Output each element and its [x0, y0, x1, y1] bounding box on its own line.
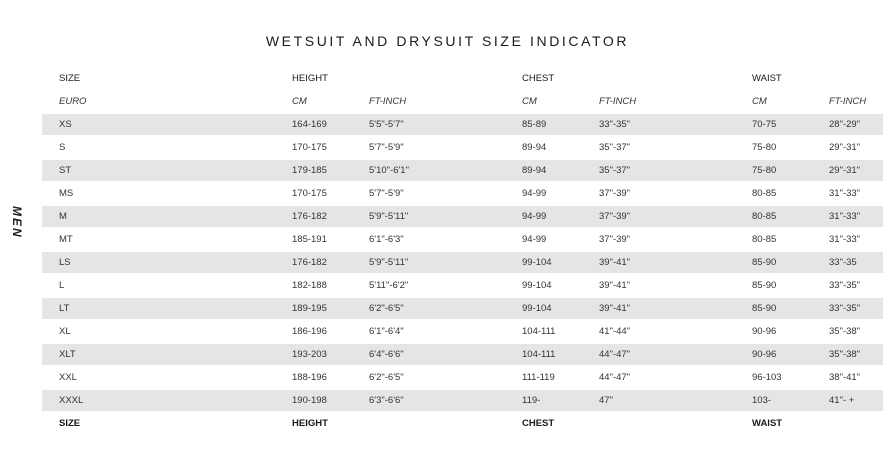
- chest-ft-cell: 39"-41": [599, 298, 752, 319]
- size-cell: S: [59, 142, 66, 153]
- height-ft-cell: 6'2"-6'5": [369, 298, 522, 319]
- footer-waist: WAIST: [752, 418, 783, 429]
- size-table: [42, 66, 883, 436]
- chest-cm-cell: 99-104: [522, 252, 599, 273]
- page-title: WETSUIT AND DRYSUIT SIZE INDICATOR: [265, 33, 630, 49]
- chest-ft-cell: 41"-44": [599, 326, 631, 337]
- chest-cm-cell: 94-99: [522, 206, 599, 227]
- waist-ft-cell: 35"-38": [829, 344, 883, 365]
- table-row: [42, 298, 883, 319]
- header-waist: WAIST: [752, 73, 782, 84]
- height-cm-cell: 188-196: [292, 372, 327, 383]
- waist-cm-cell: 80-85: [752, 234, 777, 245]
- height-ft-cell: 5'5"-5'7": [369, 114, 522, 135]
- height-cm-cell: 185-191: [292, 234, 327, 245]
- subheader-euro: EURO: [59, 96, 87, 107]
- size-cell: ST: [42, 160, 292, 181]
- chest-cm-cell: 85-89: [522, 114, 599, 135]
- height-ft-cell: 5'9"-5'11": [369, 206, 522, 227]
- height-cm-cell: 164-169: [292, 114, 369, 135]
- height-ft-cell: 5'9"-5'11": [369, 252, 522, 273]
- subheader-chest-cm: CM: [522, 96, 537, 107]
- chest-ft-cell: 37"-39": [599, 188, 631, 199]
- gender-side-label: MEN: [10, 206, 24, 239]
- waist-cm-cell: 70-75: [752, 114, 829, 135]
- chest-cm-cell: 94-99: [522, 234, 547, 245]
- height-cm-cell: 182-188: [292, 280, 327, 291]
- size-cell: M: [42, 206, 292, 227]
- waist-cm-cell: 80-85: [752, 188, 777, 199]
- height-ft-cell: 5'7"-5'9": [369, 142, 404, 153]
- size-cell: XL: [59, 326, 71, 337]
- size-cell: L: [59, 280, 65, 291]
- chest-ft-cell: 39"-41": [599, 252, 752, 273]
- height-cm-cell: 190-198: [292, 390, 369, 411]
- waist-cm-cell: 90-96: [752, 326, 777, 337]
- chest-cm-cell: 99-104: [522, 280, 552, 291]
- header-height: HEIGHT: [292, 73, 328, 84]
- waist-cm-cell: 96-103: [752, 372, 782, 383]
- chest-ft-cell: 33"-35": [599, 114, 752, 135]
- size-cell: XS: [42, 114, 292, 135]
- waist-cm-cell: 75-80: [752, 160, 829, 181]
- height-ft-cell: 5'7"-5'9": [369, 188, 404, 199]
- table-row: [42, 367, 883, 388]
- height-ft-cell: 6'4"-6'6": [369, 344, 522, 365]
- table-header-row: [42, 68, 883, 89]
- chest-ft-cell: 37"-39": [599, 206, 752, 227]
- chest-cm-cell: 89-94: [522, 160, 599, 181]
- chest-ft-cell: 39"-41": [599, 280, 631, 291]
- subheader-chest-ft: FT-INCH: [599, 96, 637, 107]
- subheader-height-ft: FT-INCH: [369, 96, 407, 107]
- header-chest: CHEST: [522, 73, 555, 84]
- height-cm-cell: 176-182: [292, 252, 369, 273]
- waist-ft-cell: 31"-33": [829, 234, 861, 245]
- chest-cm-cell: 119-: [522, 390, 599, 411]
- footer-height: HEIGHT: [292, 418, 328, 429]
- waist-cm-cell: 75-80: [752, 142, 777, 153]
- height-ft-cell: 6'3"-6'6": [369, 390, 522, 411]
- waist-ft-cell: 33"-35: [829, 252, 883, 273]
- waist-cm-cell: 85-90: [752, 298, 829, 319]
- height-cm-cell: 186-196: [292, 326, 327, 337]
- height-cm-cell: 176-182: [292, 206, 369, 227]
- table-row: [42, 229, 883, 250]
- waist-ft-cell: 41"- +: [829, 390, 883, 411]
- waist-ft-cell: 29"-31": [829, 160, 883, 181]
- height-ft-cell: 5'11"-6'2": [369, 280, 409, 291]
- size-cell: XXL: [59, 372, 77, 383]
- waist-cm-cell: 103-: [752, 390, 829, 411]
- chest-ft-cell: 44"-47": [599, 344, 752, 365]
- chest-ft-cell: 47": [599, 390, 752, 411]
- subheader-waist-ft: FT-INCH: [829, 96, 867, 107]
- size-cell: XXXL: [42, 390, 292, 411]
- chest-ft-cell: 44"-47": [599, 372, 631, 383]
- chest-ft-cell: 35"-37": [599, 160, 752, 181]
- height-ft-cell: 6'1"-6'4": [369, 326, 404, 337]
- waist-ft-cell: 38"-41": [829, 372, 861, 383]
- size-cell: LT: [42, 298, 292, 319]
- table-footer-row: [42, 413, 883, 434]
- table-row: [42, 252, 883, 273]
- waist-ft-cell: 29"-31": [829, 142, 861, 153]
- footer-size: SIZE: [59, 418, 81, 429]
- waist-ft-cell: 28"-29": [829, 114, 883, 135]
- height-cm-cell: 189-195: [292, 298, 369, 319]
- height-cm-cell: 193-203: [292, 344, 369, 365]
- height-cm-cell: 170-175: [292, 188, 327, 199]
- subheader-waist-cm: CM: [752, 96, 767, 107]
- size-cell: MT: [59, 234, 73, 245]
- table-row: [42, 114, 883, 135]
- size-cell: XLT: [42, 344, 292, 365]
- table-row: [42, 344, 883, 365]
- chest-cm-cell: 94-99: [522, 188, 547, 199]
- waist-ft-cell: 31"-33": [829, 206, 883, 227]
- waist-ft-cell: 33"-35": [829, 298, 883, 319]
- table-subheader-row: [42, 91, 883, 112]
- chest-cm-cell: 104-111: [522, 326, 556, 337]
- height-cm-cell: 179-185: [292, 160, 369, 181]
- table-row: [42, 390, 883, 411]
- waist-ft-cell: 31"-33": [829, 188, 861, 199]
- height-ft-cell: 5'10"-6'1": [369, 160, 522, 181]
- height-ft-cell: 6'1"-6'3": [369, 234, 404, 245]
- chest-ft-cell: 37"-39": [599, 234, 631, 245]
- chest-cm-cell: 99-104: [522, 298, 599, 319]
- table-row: [42, 206, 883, 227]
- chest-cm-cell: 111-119: [522, 372, 555, 383]
- waist-ft-cell: 35"-38": [829, 326, 861, 337]
- header-size: SIZE: [59, 73, 81, 84]
- waist-ft-cell: 33"-35": [829, 280, 861, 291]
- height-cm-cell: 170-175: [292, 142, 327, 153]
- table-row: [42, 321, 883, 342]
- size-cell: LS: [42, 252, 292, 273]
- size-cell: MS: [59, 188, 74, 199]
- table-row: [42, 160, 883, 181]
- subheader-height-cm: CM: [292, 96, 307, 107]
- waist-cm-cell: 90-96: [752, 344, 829, 365]
- table-row: [42, 275, 883, 296]
- chest-ft-cell: 35"-37": [599, 142, 631, 153]
- waist-cm-cell: 80-85: [752, 206, 829, 227]
- chest-cm-cell: 89-94: [522, 142, 547, 153]
- table-row: [42, 183, 883, 204]
- table-row: [42, 137, 883, 158]
- waist-cm-cell: 85-90: [752, 280, 777, 291]
- footer-chest: CHEST: [522, 418, 555, 429]
- height-ft-cell: 6'2"-6'5": [369, 372, 404, 383]
- waist-cm-cell: 85-90: [752, 252, 829, 273]
- chest-cm-cell: 104-111: [522, 344, 599, 365]
